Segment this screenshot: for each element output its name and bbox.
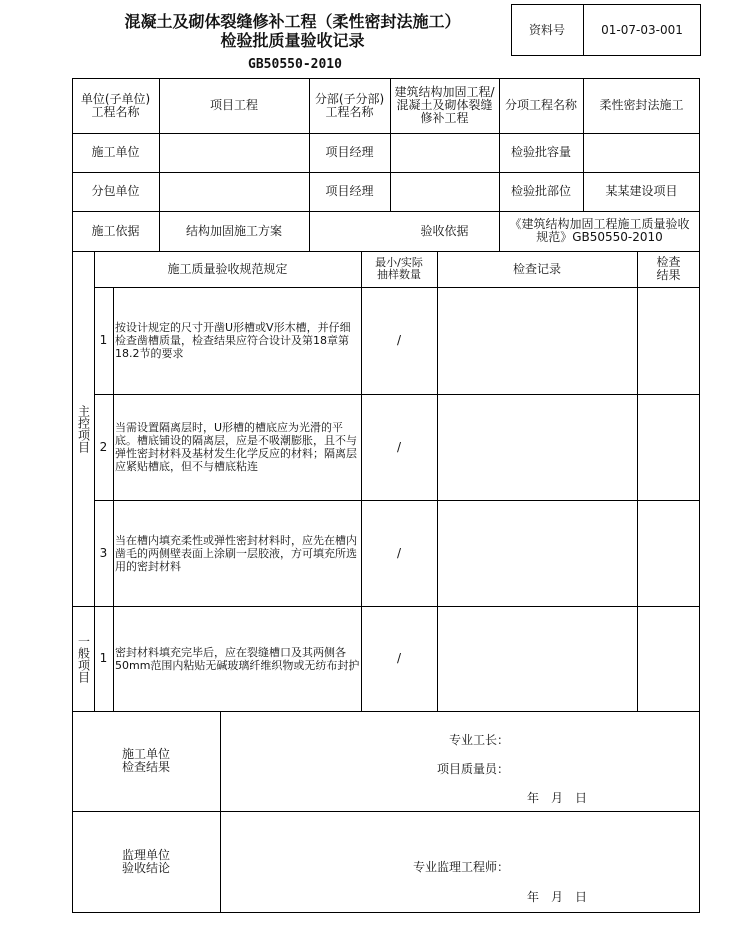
main-items-group: 主控项目	[76, 404, 91, 453]
accept-label: 验收依据	[420, 223, 469, 238]
standard-code: GB50550-2010	[248, 57, 342, 72]
general-item-1-text: 密封材料填充完毕后，应在裂缝槽口及其两侧各50mm范围内粘贴无碱玻璃纤维织物或无纺布封护	[115, 645, 360, 672]
page-title: 混凝土及砌体裂缝修补工程（柔性密封法施工）	[124, 12, 461, 31]
item-name-value: 柔性密封法施工	[599, 98, 684, 112]
supervise-date: 年 月 日	[527, 890, 588, 904]
location-label: 检验批部位	[510, 184, 571, 198]
main-item-1-sample: /	[396, 333, 402, 347]
pm-label: 项目经理	[325, 145, 374, 159]
location-value: 某某建设项目	[605, 184, 678, 198]
ref-label: 资料号	[528, 22, 565, 37]
capacity-label: 检验批容量	[510, 145, 571, 159]
foreman-label: 专业工长：	[449, 733, 510, 747]
part-name-value: 建筑结构加固工程/ 混凝土及砌体裂缝 修补工程	[394, 85, 495, 125]
pm2-value	[390, 172, 499, 211]
basis-label: 施工依据	[91, 223, 140, 238]
main-item-2-sample: /	[396, 439, 402, 454]
main-item-3-sample: /	[396, 545, 402, 560]
col-sample-header: 最小/实际 抽样数量	[375, 256, 423, 281]
main-item-3-text: 当在槽内填充柔性或弹性密封材料时，应先在槽内凿毛的两侧壁表面上涂刷一层胶液，方可填充所选用的密封材料	[115, 533, 357, 573]
main-item-2-no: 2	[99, 439, 108, 454]
part-name-label: 分部(子分部) 工程名称	[314, 91, 385, 119]
accept-value: 《建筑结构加固工程施工质量验收 规范》GB50550-2010	[509, 217, 690, 244]
constructor-label: 施工单位	[91, 145, 140, 159]
engineer-label: 专业监理工程师：	[413, 860, 510, 874]
main-item-2-text: 当需设置隔离层时，U形槽的槽底应为光滑的平底。槽底铺设的隔离层，应是不吸潮膨胀，且不与弹性密封材料及基材发生化学反应的材料；隔离层应紧贴槽底，但不与槽底粘连	[115, 421, 357, 473]
col-result-header: 检查 结果	[656, 255, 681, 282]
main-item-1-text: 按设计规定的尺寸开凿U形槽或V形木槽，并仔细检查凿槽质量，检查结果应符合设计及第18章第18.2节的要求	[115, 321, 351, 360]
subcontractor-label: 分包单位	[91, 184, 140, 198]
pm-value	[390, 133, 499, 172]
pm2-label: 项目经理	[325, 184, 374, 198]
general-item-1-no: 1	[99, 651, 108, 665]
item-name-label: 分项工程名称	[504, 98, 577, 112]
page-subtitle: 检验批质量验收记录	[220, 31, 365, 50]
general-items-group: 一般项目	[76, 634, 91, 683]
unit-name-label: 单位(子单位) 工程名称	[80, 91, 151, 119]
subcontractor-value	[159, 172, 309, 211]
general-item-1-sample: /	[396, 651, 402, 665]
capacity-value	[583, 133, 700, 172]
construct-result-label: 施工单位 检查结果	[121, 747, 170, 774]
col-spec-header: 施工质量验收规范规定	[167, 261, 288, 276]
supervise-result-label: 监理单位 验收结论	[121, 848, 170, 875]
ref-value: 01-07-03-001	[601, 22, 683, 37]
main-item-1-no: 1	[99, 333, 108, 347]
main-item-3-no: 3	[99, 545, 108, 560]
constructor-value	[159, 133, 309, 172]
col-record-header: 检查记录	[512, 261, 561, 276]
inspector-label: 项目质量员：	[437, 762, 510, 776]
basis-value: 结构加固施工方案	[185, 223, 282, 238]
construct-date: 年 月 日	[527, 791, 588, 805]
unit-name-value: 项目工程	[209, 98, 258, 112]
